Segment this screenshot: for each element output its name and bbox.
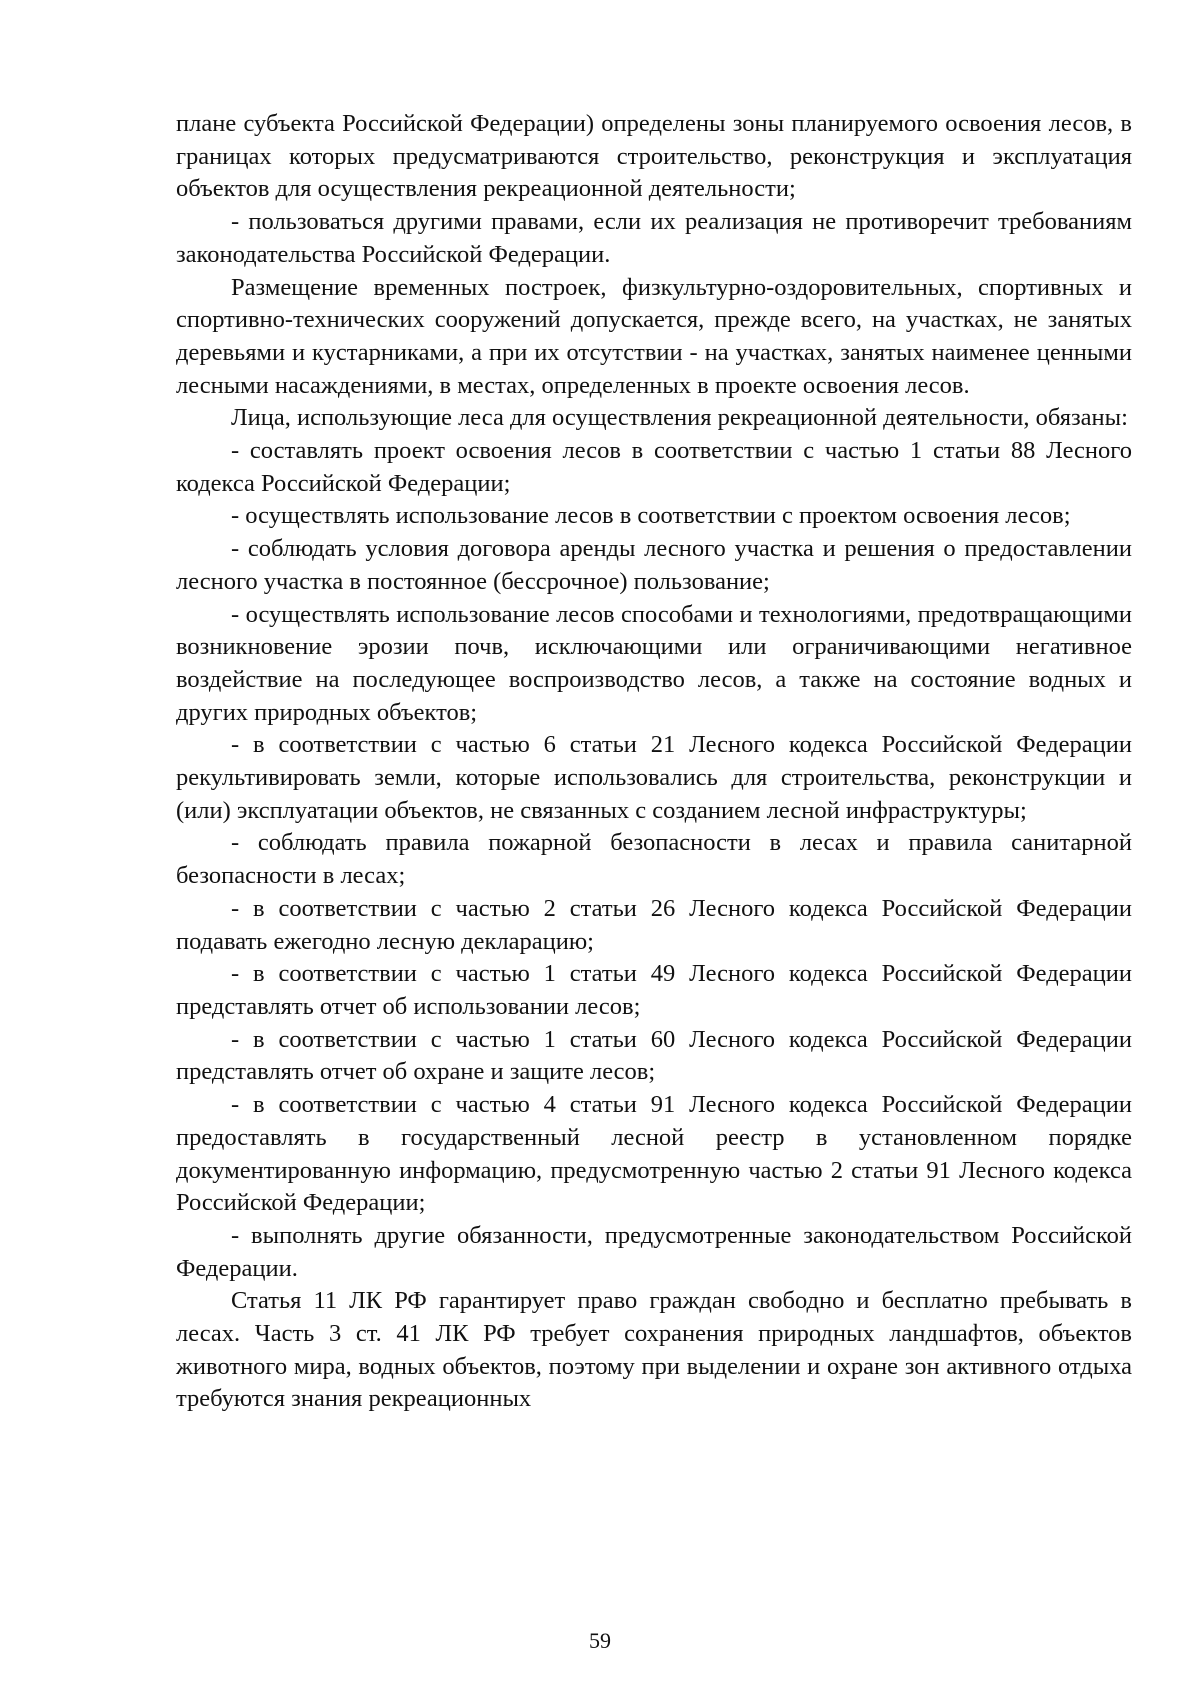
paragraph-article-11: Статья 11 ЛК РФ гарантирует право граждан свободно и бесплатно пребывать в лесах. Часть 3 ст. 41 ЛК РФ требует сохранения природных ландшафтов, объектов животного мира, водных объектов, поэтому при выделении и охране зон активного отдыха требуются знания рекреационных [176, 1287, 1132, 1413]
list-item-recultivation: - в соответствии с частью 6 статьи 21 Лесного кодекса Российской Федерации рекультивировать земли, которые использовались для строительства, реконструкции и (или) эксплуатации объектов, не связанных с созданием лесной инфраструктуры; [176, 731, 1132, 824]
paragraph-obligations-intro: Лица, использующие леса для осуществления рекреационной деятельности, обязаны: [231, 404, 1128, 432]
list-item-fire-safety: - соблюдать правила пожарной безопасности в лесах и правила санитарной безопасности в лесах; [176, 829, 1132, 890]
list-item-other-duties: - выполнять другие обязанности, предусмотренные законодательством Российской Федерации. [176, 1221, 1132, 1282]
paragraph-temporary-buildings: Размещение временных построек, физкультурно-оздоровительных, спортивных и спортивно-технических сооружений допускается, прежде всего, на участках, не занятых деревьями и кустарниками, а при их отсутствии - на участках, занятых наименее ценными лесными насаждениями, в местах, определенных в проекте освоения лесов. [176, 273, 1132, 399]
list-item-project: - составлять проект освоения лесов в соответствии с частью 1 статьи 88 Лесного кодекса Российской Федерации; [176, 437, 1132, 497]
body-text [176, 108, 1132, 1416]
list-item-lease-terms: - соблюдать условия договора аренды лесного участка и решения о предоставлении лесного участка в постоянное (бессрочное) пользование; [176, 535, 1132, 595]
list-item-use-report: - в соответствии с частью 1 статьи 49 Лесного кодекса Российской Федерации представлять отчет об использовании лесов; [176, 960, 1132, 1020]
list-item-use-per-project: - осуществлять использование лесов в соответствии с проектом освоения лесов; [231, 502, 1071, 530]
list-item-erosion: - осуществлять использование лесов способами и технологиями, предотвращающими возникновение эрозии почв, исключающими или ограничивающими негативное воздействие на последующее воспроизводство лесов, а также на состояние водных и других природных объектов; [176, 600, 1132, 726]
paragraph-other-rights: - пользоваться другими правами, если их реализация не противоречит требованиям законодательства Российской Федерации. [176, 208, 1132, 268]
list-item-protection-report: - в соответствии с частью 1 статьи 60 Лесного кодекса Российской Федерации представлять отчет об охране и защите лесов; [176, 1025, 1132, 1086]
list-item-registry: - в соответствии с частью 4 статьи 91 Лесного кодекса Российской Федерации предоставлять в государственный лесной реестр в установленном порядке документированную информацию, предусмотренную частью 2 статьи 91 Лесного кодекса Российской Федерации; [176, 1091, 1132, 1217]
paragraph-continuation: плане субъекта Российской Федерации) определены зоны планируемого освоения лесов, в границах которых предусматриваются строительство, реконструкция и эксплуатация объектов для осуществления рекреационной деятельности; [176, 110, 1132, 203]
list-item-declaration: - в соответствии с частью 2 статьи 26 Лесного кодекса Российской Федерации подавать ежегодно лесную декларацию; [176, 894, 1132, 955]
page-number: 59 [589, 1628, 611, 1653]
